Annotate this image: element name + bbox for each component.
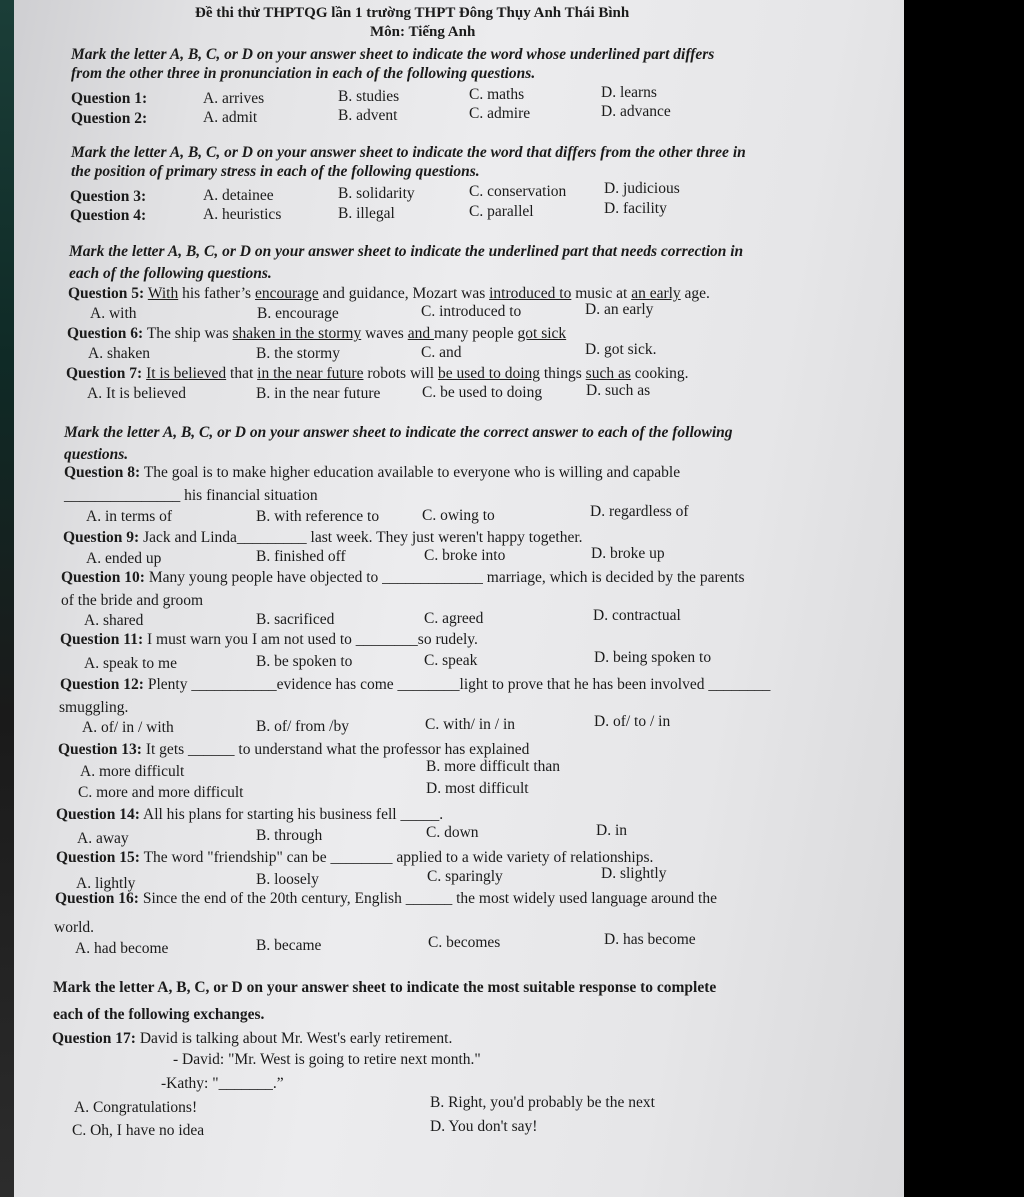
q10-option-a: A. shared xyxy=(84,612,144,629)
q11-option-a: A. speak to me xyxy=(84,655,177,672)
q15-option-c: C. sparingly xyxy=(427,868,503,885)
sec3-instruction-line2: each of the following questions. xyxy=(69,265,272,282)
exam-title: Đề thi thử THPTQG lần 1 trường THPT Đông Thụy Anh Thái Bình xyxy=(195,5,630,21)
q17-option-b: B. Right, you'd probably be the next xyxy=(430,1094,655,1111)
q7-option-b: B. in the near future xyxy=(256,385,381,402)
q9-sentence: Question 9: Jack and Linda_________ last week. They just weren't happy together. xyxy=(63,529,583,546)
q7-option-c: C. be used to doing xyxy=(422,384,543,401)
q15-option-a: A. lightly xyxy=(76,875,136,892)
q12-sentence-line2: smuggling. xyxy=(59,699,129,716)
q11-option-c: C. speak xyxy=(424,652,478,669)
q17-kathy-line: -Kathy: "_______.” xyxy=(161,1075,284,1092)
q2-label: Question 2: xyxy=(71,110,148,127)
q8-sentence-line1: Question 8: The goal is to make higher education available to everyone who is willing and capable xyxy=(64,464,681,481)
sec3-instruction-line1: Mark the letter A, B, C, or D on your answer sheet to indicate the underlined part that needs correction in xyxy=(69,243,744,260)
q16-option-b: B. became xyxy=(256,937,322,954)
q10-sentence-line2: of the bride and groom xyxy=(61,592,204,609)
background-right xyxy=(904,0,1024,1197)
q2-option-b: B. advent xyxy=(338,107,398,124)
sec5-instruction-line2: each of the following exchanges. xyxy=(53,1006,265,1023)
q6-option-d: D. got sick. xyxy=(585,341,657,358)
q9-option-d: D. broke up xyxy=(591,545,665,562)
q6-option-c: C. and xyxy=(421,344,462,361)
q12-sentence-line1: Question 12: Plenty ___________evidence has come ________light to prove that he has been involved ________ xyxy=(60,676,771,693)
q12-option-d: D. of/ to / in xyxy=(594,713,671,730)
q13-option-c: C. more and more difficult xyxy=(78,784,244,801)
sec5-instruction-line1: Mark the letter A, B, C, or D on your answer sheet to indicate the most suitable response to complete xyxy=(53,979,717,996)
q16-sentence-line2: world. xyxy=(54,919,95,936)
q2-option-c: C. admire xyxy=(469,105,531,122)
q5-option-d: D. an early xyxy=(585,301,654,318)
q17-option-a: A. Congratulations! xyxy=(74,1099,198,1116)
q14-option-a: A. away xyxy=(77,830,129,847)
q1-option-d: D. learns xyxy=(601,84,657,101)
q15-sentence: Question 15: The word "friendship" can be ________ applied to a wide variety of relationships. xyxy=(56,849,654,866)
q6-option-a: A. shaken xyxy=(88,345,150,362)
q16-option-c: C. becomes xyxy=(428,934,501,951)
q13-option-a: A. more difficult xyxy=(80,763,185,780)
q3-option-c: C. conservation xyxy=(469,183,567,200)
q13-option-b: B. more difficult than xyxy=(426,758,561,775)
q4-option-a: A. heuristics xyxy=(203,206,282,223)
q14-option-c: C. down xyxy=(426,824,479,841)
q6-sentence: Question 6: The ship was shaken in the stormy waves and many people got sick xyxy=(67,325,567,342)
sec1-instruction-line1: Mark the letter A, B, C, or D on your answer sheet to indicate the word whose underlined part differs xyxy=(71,46,715,63)
q1-label: Question 1: xyxy=(71,90,148,107)
q4-label: Question 4: xyxy=(70,207,147,224)
q17-david-line: - David: "Mr. West is going to retire next month." xyxy=(173,1051,481,1068)
q15-option-b: B. loosely xyxy=(256,871,319,888)
q4-option-b: B. illegal xyxy=(338,205,395,222)
q10-option-c: C. agreed xyxy=(424,610,484,627)
q17-option-c: C. Oh, I have no idea xyxy=(72,1122,205,1139)
sec4-instruction-line2: questions. xyxy=(64,446,129,463)
q17-sentence: Question 17: David is talking about Mr. West's early retirement. xyxy=(52,1030,453,1047)
q6-option-b: B. the stormy xyxy=(256,345,340,362)
exam-paper xyxy=(14,0,904,1197)
q8-sentence-line2: _______________ his financial situation xyxy=(64,487,318,504)
q4-option-d: D. facility xyxy=(604,200,667,217)
q5-sentence: Question 5: With his father’s encourage and guidance, Mozart was introduced to music at an early age. xyxy=(68,285,710,302)
q15-option-d: D. slightly xyxy=(601,865,667,882)
q16-option-a: A. had become xyxy=(75,940,169,957)
q8-option-d: D. regardless of xyxy=(590,503,689,520)
q14-option-b: B. through xyxy=(256,827,323,844)
q10-sentence-line1: Question 10: Many young people have objected to _____________ marriage, which is decided by the parents xyxy=(61,569,745,586)
q5-option-a: A. with xyxy=(90,305,137,322)
q14-sentence: Question 14: All his plans for starting his business fell _____. xyxy=(56,806,444,823)
q5-option-c: C. introduced to xyxy=(421,303,522,320)
sec2-instruction-line1: Mark the letter A, B, C, or D on your answer sheet to indicate the word that differs from the other three in xyxy=(71,144,746,161)
q11-option-b: B. be spoken to xyxy=(256,653,353,670)
q12-option-c: C. with/ in / in xyxy=(425,716,515,733)
q12-option-a: A. of/ in / with xyxy=(82,719,174,736)
q2-option-a: A. admit xyxy=(203,109,258,126)
q16-sentence-line1: Question 16: Since the end of the 20th century, English ______ the most widely used language around the xyxy=(55,890,717,907)
q16-option-d: D. has become xyxy=(604,931,696,948)
q5-option-b: B. encourage xyxy=(257,305,339,322)
q7-sentence: Question 7: It is believed that in the near future robots will be used to doing things such as cooking. xyxy=(66,365,689,382)
q3-label: Question 3: xyxy=(70,188,147,205)
q10-option-b: B. sacrificed xyxy=(256,611,335,628)
q8-option-a: A. in terms of xyxy=(86,508,173,525)
q1-option-c: C. maths xyxy=(469,86,525,103)
q8-option-c: C. owing to xyxy=(422,507,495,524)
q3-option-b: B. solidarity xyxy=(338,185,415,202)
q8-option-b: B. with reference to xyxy=(256,508,380,525)
q1-option-b: B. studies xyxy=(338,88,400,105)
q1-option-a: A. arrives xyxy=(203,90,265,107)
q7-option-a: A. It is believed xyxy=(87,385,187,402)
q14-option-d: D. in xyxy=(596,822,627,839)
exam-subject: Môn: Tiếng Anh xyxy=(370,24,476,40)
q9-option-a: A. ended up xyxy=(86,550,162,567)
q11-option-d: D. being spoken to xyxy=(594,649,712,666)
q3-option-d: D. judicious xyxy=(604,180,680,197)
q7-option-d: D. such as xyxy=(586,382,651,399)
q12-option-b: B. of/ from /by xyxy=(256,718,349,735)
q2-option-d: D. advance xyxy=(601,103,671,120)
q13-option-d: D. most difficult xyxy=(426,780,529,797)
q3-option-a: A. detainee xyxy=(203,187,274,204)
q4-option-c: C. parallel xyxy=(469,203,534,220)
q17-option-d: D. You don't say! xyxy=(430,1118,538,1135)
q13-sentence: Question 13: It gets ______ to understand what the professor has explained xyxy=(58,741,530,758)
q9-option-b: B. finished off xyxy=(256,548,346,565)
q10-option-d: D. contractual xyxy=(593,607,681,624)
q11-sentence: Question 11: I must warn you I am not used to ________so rudely. xyxy=(60,631,478,648)
sec1-instruction-line2: from the other three in pronunciation in each of the following questions. xyxy=(71,65,536,82)
sec2-instruction-line2: the position of primary stress in each of the following questions. xyxy=(71,163,480,180)
sec4-instruction-line1: Mark the letter A, B, C, or D on your answer sheet to indicate the correct answer to each of the following xyxy=(64,424,733,441)
q9-option-c: C. broke into xyxy=(424,547,506,564)
